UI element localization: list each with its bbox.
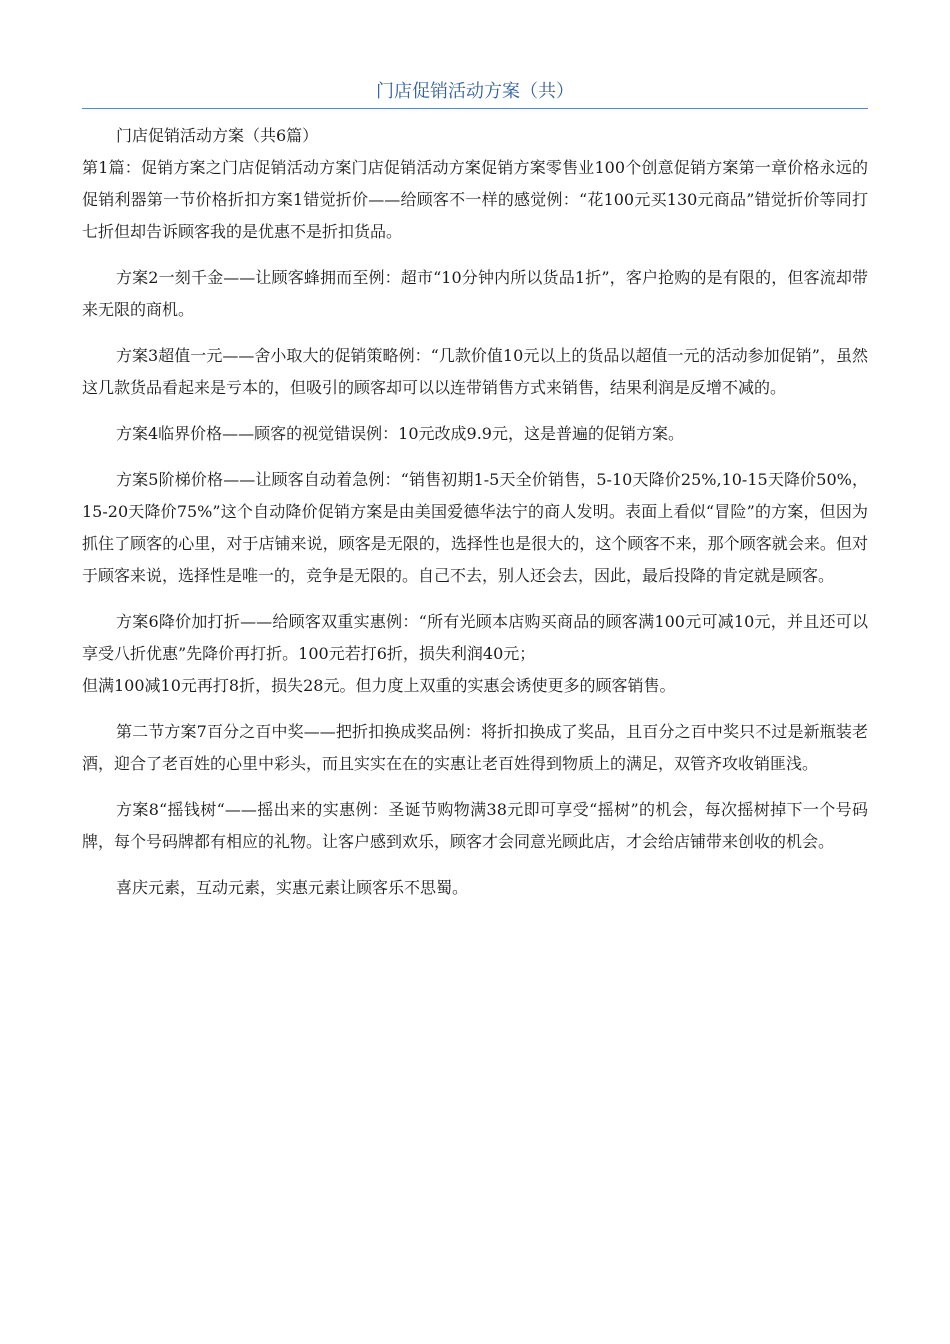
paragraph-9: 方案8“摇钱树“——摇出来的实惠例：圣诞节购物满38元即可享受“摇树”的机会，每次摇树掉下一个号码牌，每个号码牌都有相应的礼物。让客户感到欢乐，顾客才会同意光顾此店，才会给店铺带来创收的机会。 bbox=[82, 800, 868, 851]
paragraph-3: 方案3超值一元——舍小取大的促销策略例：“几款价值10元以上的货品以超值一元的活动参加促销”，虽然这几款货品看起来是亏本的，但吸引的顾客却可以以连带销售方式来销售，结果利润是反增不减的。 bbox=[82, 346, 868, 397]
document-subtitle: 门店促销活动方案（共6篇） bbox=[116, 126, 319, 145]
paragraph-4: 方案4临界价格——顾客的视觉错误例：10元改成9.9元，这是普遍的促销方案。 bbox=[116, 424, 684, 443]
header-divider bbox=[82, 108, 868, 109]
paragraph-8: 第二节方案7百分之百中奖——把折扣换成奖品例：将折扣换成了奖品，且百分之百中奖只不过是新瓶装老酒，迎合了老百姓的心里中彩头，而且实实在在的实惠让老百姓得到物质上的满足，双管齐攻收销匪浅。 bbox=[82, 722, 868, 773]
paragraph-5: 方案5阶梯价格——让顾客自动着急例：“销售初期1-5天全价销售，5-10天降价25%,10-15天降价50%，15-20天降价75%”这个自动降价促销方案是由美国爱德华法宁的商人发明。表面上看似“冒险”的方案，但因为抓住了顾客的心里，对于店铺来说，顾客是无限的，选择性也是很大的，这个顾客不来，那个顾客就会来。但对于顾客来说，选择性是唯一的，竞争是无限的。自己不去，别人还会去，因此，最后投降的肯定就是顾客。 bbox=[82, 470, 868, 585]
paragraph-2: 方案2一刻千金——让顾客蜂拥而至例：超市“10分钟内所以货品1折”，客户抢购的是有限的，但客流却带来无限的商机。 bbox=[82, 268, 868, 319]
paragraph-1: 第1篇：促销方案之门店促销活动方案门店促销活动方案促销方案零售业100个创意促销方案第一章价格永远的促销利器第一节价格折扣方案1错觉折价——给顾客不一样的感觉例：“花100元买130元商品”错觉折价等同打七折但却告诉顾客我的是优惠不是折扣货品。 bbox=[82, 158, 868, 241]
paragraph-6: 方案6降价加打折——给顾客双重实惠例：“所有光顾本店购买商品的顾客满100元可减10元，并且还可以享受八折优惠”先降价再打折。100元若打6折，损失利润40元； bbox=[82, 612, 868, 663]
document-body bbox=[82, 120, 868, 904]
paragraph-10: 喜庆元素，互动元素，实惠元素让顾客乐不思蜀。 bbox=[116, 878, 469, 897]
page-header-title: 门店促销活动方案（共） bbox=[376, 81, 574, 102]
paragraph-7: 但满100减10元再打8折，损失28元。但力度上双重的实惠会诱使更多的顾客销售。 bbox=[82, 676, 676, 695]
